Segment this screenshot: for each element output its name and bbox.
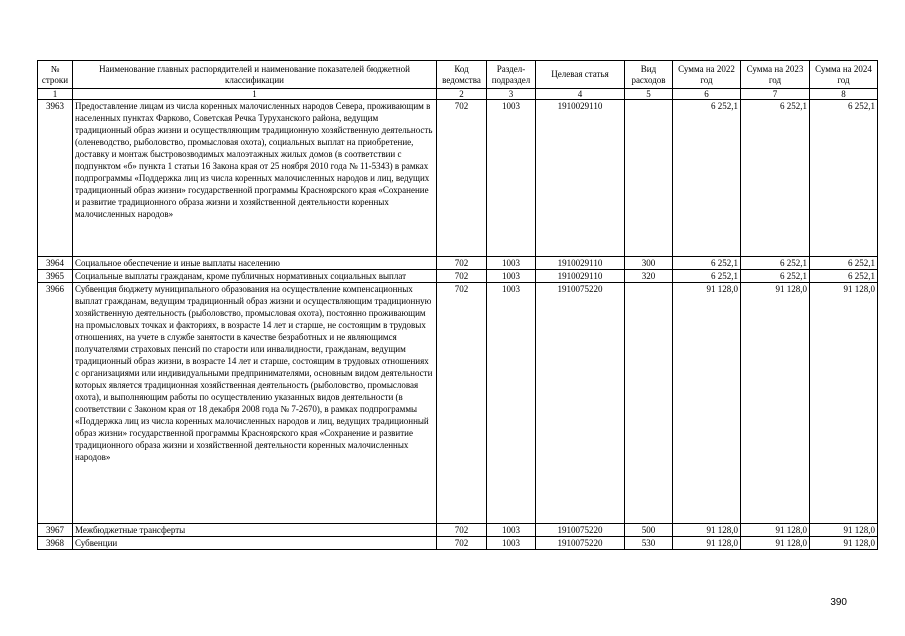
row-target: 1910029110 <box>536 270 625 283</box>
column-number: 5 <box>625 89 673 100</box>
row-sum-2022: 6 252,1 <box>673 270 741 283</box>
column-number: 7 <box>741 89 810 100</box>
row-section: 1003 <box>487 257 536 270</box>
row-sum-2022: 91 128,0 <box>673 524 741 537</box>
row-sum-2022: 91 128,0 <box>673 283 741 524</box>
header-row-no: № строки <box>38 61 73 89</box>
row-dept-code: 702 <box>437 100 487 257</box>
column-number: 3 <box>487 89 536 100</box>
row-name: Межбюджетные трансферты <box>73 524 437 537</box>
row-sum-2024: 6 252,1 <box>810 270 878 283</box>
row-name: Социальное обеспечение и иные выплаты населению <box>73 257 437 270</box>
row-number: 3963 <box>38 100 73 257</box>
header-exp-type: Вид расходов <box>625 61 673 89</box>
row-sum-2023: 91 128,0 <box>741 524 810 537</box>
row-section: 1003 <box>487 283 536 524</box>
header-target: Целевая статья <box>536 61 625 89</box>
column-number: 2 <box>437 89 487 100</box>
row-number: 3967 <box>38 524 73 537</box>
row-sum-2022: 6 252,1 <box>673 257 741 270</box>
row-dept-code: 702 <box>437 257 487 270</box>
row-name: Субвенция бюджету муниципального образования на осуществление компенсационных выплат гражданам, ведущим традиционный образ жизни и осуществляющим традиционную хозяйственную деятельность (рыболовство, промысловая охота), постоянно проживающим на промысловых точках и факториях, в возрасте 14 лет и старше, не состоящим в трудовых отношениях, на учете в службе занятости в качестве безработных и не являющимся получателями страховых пенсий по старости или инвалидности, гражданам, ведущим традиционный образ жизни, в возрасте 14 лет и старше, состоящим в трудовых отношениях с организациями или индивидуальными предпринимателями, основным видом деятельности которых является традиционная хозяйственная деятельность (рыболовство, промысловая охота), и выполняющим работы по осуществлению указанных видов деятельности (в соответствии с Законом края от 18 декабря 2008 года № 7-2670), в рамках подпрограммы «Поддержка лиц из числа коренных малочисленных народов и лиц, ведущих традиционный образ жизни» государственной программы Красноярского края «Сохранение и развитие традиционного образа жизни и хозяйственной деятельности коренных малочисленных народов» <box>73 283 437 524</box>
row-section: 1003 <box>487 270 536 283</box>
table-row <box>38 257 878 270</box>
header-section: Раздел-подраздел <box>487 61 536 89</box>
row-name: Предоставление лицам из числа коренных малочисленных народов Севера, проживающим в населенных пунктах Фарково, Советская Речка Туруханского района, ведущим традиционный образ жизни и осуществляющим традиционную хозяйственную деятельность (оленеводство, рыболовство, промысловая охота), социальных выплат на приобретение, доставку и монтаж быстровозводимых малоэтажных жилых домов (в соответствии с подпунктом «б» пункта 1 статьи 16 Закона края от 25 ноября 2010 года № 11-5343) в рамках подпрограммы «Поддержка лиц из числа коренных малочисленных народов и лиц, ведущих традиционный образ жизни» государственной программы Красноярского края «Сохранение и развитие традиционного образа жизни и хозяйственной деятельности коренных малочисленных народов» <box>73 100 437 257</box>
row-dept-code: 702 <box>437 524 487 537</box>
table-row <box>38 270 878 283</box>
row-section: 1003 <box>487 524 536 537</box>
table-row <box>38 283 878 524</box>
row-sum-2023: 6 252,1 <box>741 257 810 270</box>
header-sum-2023: Сумма на 2023 год <box>741 61 810 89</box>
row-number: 3966 <box>38 283 73 524</box>
header-name: Наименование главных распорядителей и наименование показателей бюджетной классификации <box>73 61 437 89</box>
column-number: 1 <box>73 89 437 100</box>
column-number-row <box>38 89 878 100</box>
header-sum-2022: Сумма на 2022 год <box>673 61 741 89</box>
column-number: 8 <box>810 89 878 100</box>
row-sum-2024: 91 128,0 <box>810 537 878 550</box>
row-dept-code: 702 <box>437 283 487 524</box>
row-section: 1003 <box>487 100 536 257</box>
row-dept-code: 702 <box>437 537 487 550</box>
header-dept-code: Код ведомства <box>437 61 487 89</box>
column-number: 4 <box>536 89 625 100</box>
table-row <box>38 524 878 537</box>
column-number: 1 <box>38 89 73 100</box>
row-exp-type: 500 <box>625 524 673 537</box>
row-sum-2022: 91 128,0 <box>673 537 741 550</box>
row-target: 1910075220 <box>536 537 625 550</box>
row-exp-type <box>625 283 673 524</box>
row-number: 3964 <box>38 257 73 270</box>
row-sum-2024: 91 128,0 <box>810 524 878 537</box>
row-sum-2024: 91 128,0 <box>810 283 878 524</box>
header-sum-2024: Сумма на 2024 год <box>810 61 878 89</box>
header-row <box>38 61 878 89</box>
row-name: Субвенции <box>73 537 437 550</box>
row-exp-type: 320 <box>625 270 673 283</box>
table-row <box>38 537 878 550</box>
row-sum-2023: 6 252,1 <box>741 100 810 257</box>
row-section: 1003 <box>487 537 536 550</box>
row-exp-type <box>625 100 673 257</box>
row-sum-2023: 91 128,0 <box>741 283 810 524</box>
row-name: Социальные выплаты гражданам, кроме публичных нормативных социальных выплат <box>73 270 437 283</box>
row-sum-2023: 6 252,1 <box>741 270 810 283</box>
row-exp-type: 300 <box>625 257 673 270</box>
row-sum-2023: 91 128,0 <box>741 537 810 550</box>
row-target: 1910075220 <box>536 524 625 537</box>
row-sum-2024: 6 252,1 <box>810 100 878 257</box>
row-sum-2024: 6 252,1 <box>810 257 878 270</box>
table-row <box>38 100 878 257</box>
row-target: 1910075220 <box>536 283 625 524</box>
row-exp-type: 530 <box>625 537 673 550</box>
row-number: 3965 <box>38 270 73 283</box>
row-dept-code: 702 <box>437 270 487 283</box>
column-number: 6 <box>673 89 741 100</box>
page-number: 390 <box>830 597 847 608</box>
row-number: 3968 <box>38 537 73 550</box>
row-target: 1910029110 <box>536 100 625 257</box>
row-target: 1910029110 <box>536 257 625 270</box>
row-sum-2022: 6 252,1 <box>673 100 741 257</box>
budget-table <box>37 60 878 550</box>
